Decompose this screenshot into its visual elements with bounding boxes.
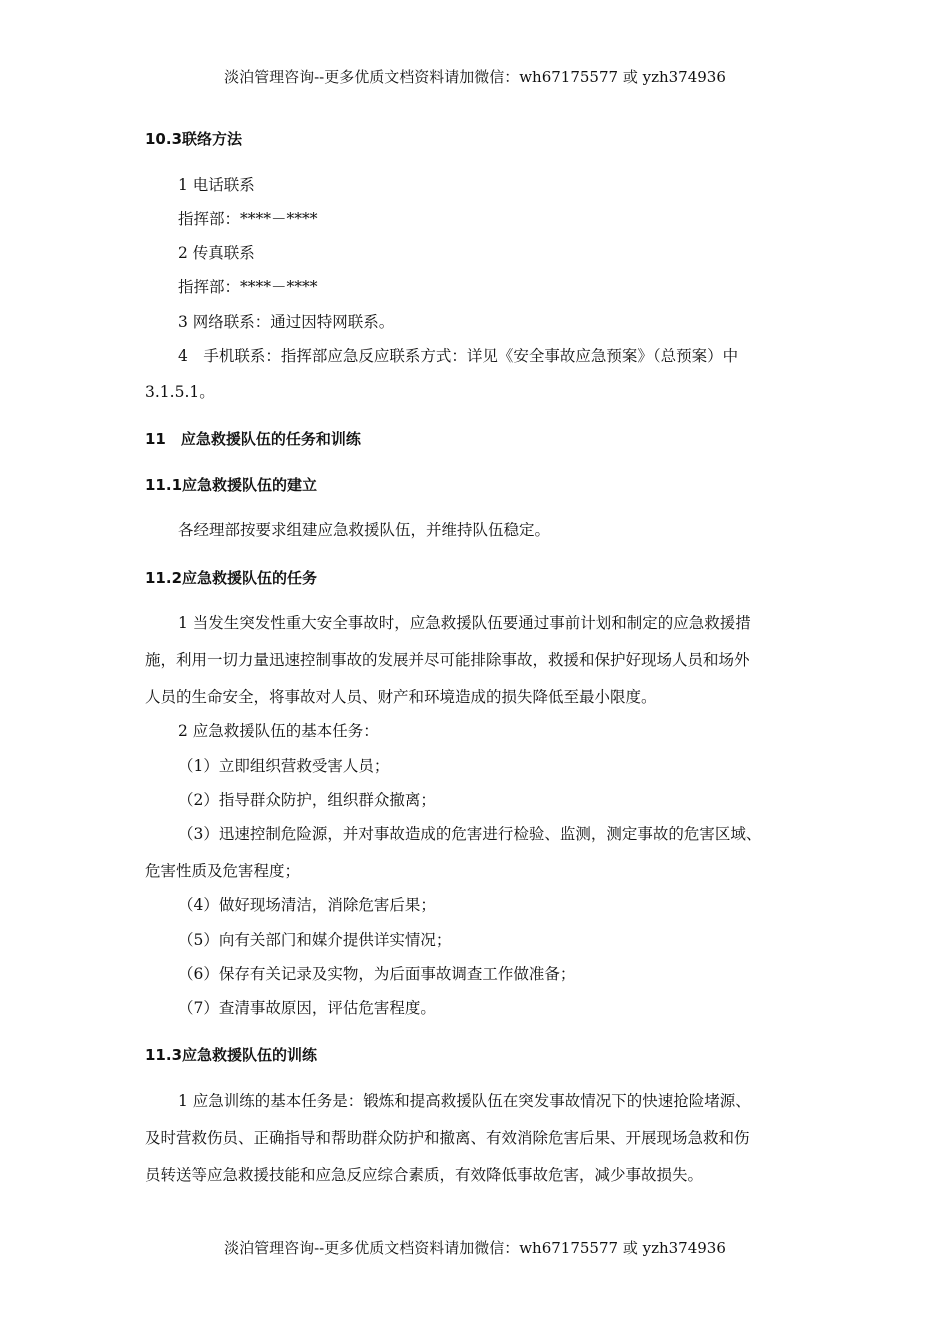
paragraph: 指挥部：****－****: [178, 210, 318, 228]
paragraph: 1 当发生突发性重大安全事故时，应急救援队伍要通过事前计划和制定的应急救援措: [178, 614, 751, 632]
list-item: （3）迅速控制危险源，并对事故造成的危害进行检验、监测，测定事故的危害区域、: [178, 825, 762, 843]
list-item: （2）指导群众防护，组织群众撤离；: [178, 791, 436, 809]
list-item: （1）立即组织营救受害人员；: [178, 757, 390, 775]
list-item: （5）向有关部门和媒介提供详实情况；: [178, 931, 452, 949]
list-item: （6）保存有关记录及实物，为后面事故调查工作做准备；: [178, 965, 576, 983]
paragraph-continuation: 人员的生命安全，将事故对人员、财产和环境造成的损失降低至最小限度。: [145, 688, 657, 706]
paragraph-continuation: 施，利用一切力量迅速控制事故的发展并尽可能排除事故，救援和保护好现场人员和场外: [145, 651, 750, 669]
section-heading-11-2: 11.2应急救援队伍的任务: [145, 569, 318, 587]
paragraph: 1 应急训练的基本任务是：锻炼和提高救援队伍在突发事故情况下的快速抢险堵源、: [178, 1092, 751, 1110]
paragraph-continuation: 危害性质及危害程度；: [145, 862, 301, 880]
paragraph: 2 应急救援队伍的基本任务：: [178, 722, 379, 740]
paragraph-continuation: 3.1.5.1。: [145, 383, 215, 401]
list-item: （4）做好现场清洁，消除危害后果；: [178, 896, 436, 914]
section-heading-11-3: 11.3应急救援队伍的训练: [145, 1046, 318, 1064]
section-heading-11: 11 应急救援队伍的任务和训练: [145, 430, 361, 448]
paragraph: 指挥部：****－****: [178, 278, 318, 296]
paragraph: 各经理部按要求组建应急救援队伍，并维持队伍稳定。: [178, 521, 551, 539]
list-item: （7）查清事故原因，评估危害程度。: [178, 999, 436, 1017]
paragraph: 2 传真联系: [178, 244, 255, 262]
paragraph: 3 网络联系：通过因特网联系。: [178, 313, 395, 331]
paragraph: 4 手机联系：指挥部应急反应联系方式：详见《安全事故应急预案》（总预案）中: [178, 347, 739, 365]
page-footer: 淡泊管理咨询--更多优质文档资料请加微信：wh67175577 或 yzh374936: [224, 1239, 726, 1257]
page-header: 淡泊管理咨询--更多优质文档资料请加微信：wh67175577 或 yzh374936: [224, 68, 726, 86]
paragraph-continuation: 及时营救伤员、正确指导和帮助群众防护和撤离、有效消除危害后果、开展现场急救和伤: [145, 1129, 750, 1147]
section-heading-11-1: 11.1应急救援队伍的建立: [145, 476, 318, 494]
paragraph-continuation: 员转送等应急救援技能和应急反应综合素质，有效降低事故危害，减少事故损失。: [145, 1166, 704, 1184]
paragraph: 1 电话联系: [178, 176, 255, 194]
section-heading-10-3: 10.3联络方法: [145, 130, 243, 148]
